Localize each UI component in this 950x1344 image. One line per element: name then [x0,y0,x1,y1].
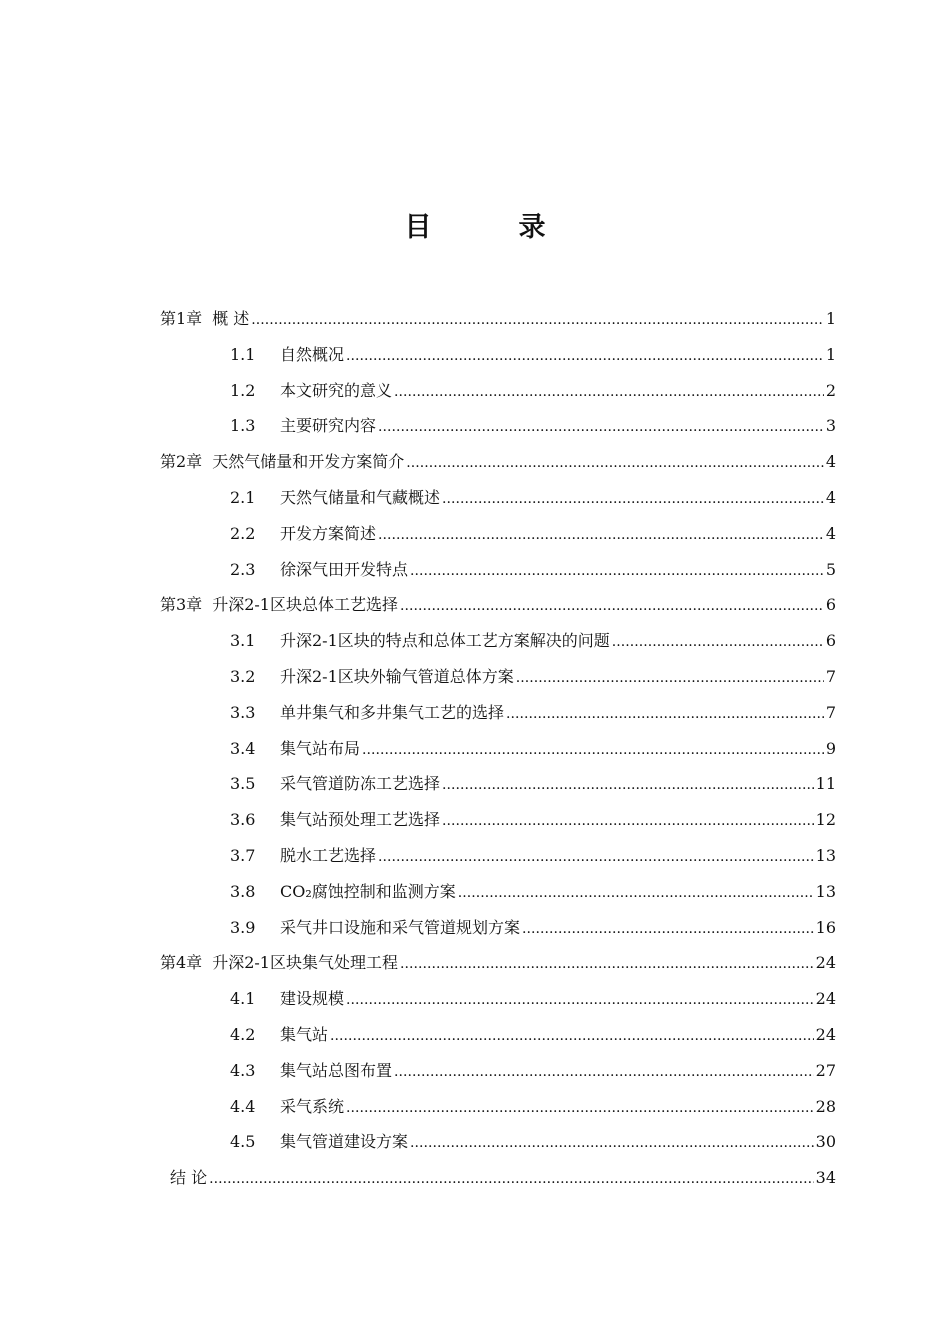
toc-label: 天然气储量和气藏概述 [280,487,441,507]
toc-page: 4 [825,452,836,472]
toc-page: 28 [815,1096,836,1116]
toc-label: 集气站总图布置 [280,1060,393,1080]
toc-page: 1 [825,344,836,364]
toc-label: 单井集气和多井集气工艺的选择 [280,702,505,722]
toc-number: 第4章 [160,953,203,973]
toc-number: 1.3 [230,416,256,436]
toc-label: 采气管道防冻工艺选择 [280,774,441,794]
dot-leader [251,306,824,333]
toc-label: 主要研究内容 [280,416,377,436]
toc-entry[interactable] [160,557,836,593]
toc-entry[interactable] [160,843,836,879]
dot-leader [522,915,814,942]
toc-number: 2.1 [230,487,256,507]
toc-number: 1.1 [230,344,256,364]
toc-entry[interactable] [160,1129,836,1165]
toc-label: 结 论 [170,1168,208,1188]
dot-leader [406,449,824,476]
dot-leader [410,1129,814,1156]
toc-number: 4.2 [230,1024,256,1044]
toc-page: 13 [815,845,836,865]
toc-label: 本文研究的意义 [280,380,393,400]
toc-label: 采气井口设施和采气管道规划方案 [280,917,521,937]
toc-label: 升深2-1区块总体工艺选择 [212,595,398,615]
toc-label: 自然概况 [280,344,345,364]
dot-leader [346,986,814,1013]
toc-entry[interactable] [160,736,836,772]
toc-number: 第2章 [160,452,203,472]
toc-number: 3.3 [230,702,256,722]
toc-number: 2.2 [230,523,256,543]
dot-leader [516,664,824,691]
toc-label: 升深2-1区块集气处理工程 [212,953,398,973]
dot-leader [506,700,824,727]
toc-page: 2 [825,380,836,400]
toc-number: 3.7 [230,845,256,865]
toc-label: 集气站布局 [280,738,361,758]
toc-label: 集气站 [280,1024,329,1044]
dot-leader [410,557,824,584]
toc-page: 6 [825,631,836,651]
toc-label: 升深2-1区块的特点和总体工艺方案解决的问题 [280,631,610,651]
toc-entry[interactable] [160,628,836,664]
toc-page: 12 [815,810,836,830]
toc-page: 16 [815,917,836,937]
toc-label: 采气系统 [280,1096,345,1116]
toc-entry[interactable] [160,592,836,628]
toc-entry[interactable] [160,449,836,485]
toc-entry[interactable] [160,700,836,736]
toc-entry[interactable] [160,413,836,449]
toc-label: 徐深气田开发特点 [280,559,409,579]
dot-leader [394,378,824,405]
toc-page: 30 [815,1132,836,1152]
toc-page: 24 [815,953,836,973]
dot-leader [362,736,824,763]
toc-entry[interactable] [160,485,836,521]
toc-label: 建设规模 [280,989,345,1009]
toc-number: 4.3 [230,1060,256,1080]
toc-page: 4 [825,487,836,507]
toc-page: 13 [815,881,836,901]
dot-leader [400,592,824,619]
toc-entry[interactable] [160,1022,836,1058]
toc-label: 概 述 [212,309,250,328]
dot-leader [400,950,814,977]
toc-page: 27 [815,1060,836,1080]
toc-entry[interactable] [160,342,836,378]
toc-entry[interactable] [160,1094,836,1130]
toc-number: 第1章 [160,309,203,328]
toc-number: 4.4 [230,1096,256,1116]
toc-entry[interactable] [160,664,836,700]
toc-page: 11 [815,774,836,794]
dot-leader [330,1022,814,1049]
toc-label: 升深2-1区块外输气管道总体方案 [280,666,514,686]
dot-leader [209,1165,814,1192]
toc-label: 开发方案简述 [280,523,377,543]
toc-entry[interactable] [160,986,836,1022]
toc-entry[interactable] [160,306,836,342]
table-of-contents [160,306,836,1201]
dot-leader [458,879,814,906]
toc-number: 3.2 [230,666,256,686]
toc-entry-conclusion[interactable] [160,1165,836,1201]
toc-entry[interactable] [160,807,836,843]
toc-entry[interactable] [160,1058,836,1094]
toc-entry[interactable] [160,521,836,557]
toc-entry[interactable] [160,915,836,951]
toc-page: 7 [825,666,836,686]
toc-number: 1.2 [230,380,256,400]
toc-page: 3 [825,416,836,436]
toc-number: 3.5 [230,774,256,794]
toc-label: CO₂腐蚀控制和监测方案 [280,881,456,901]
page-title: 目 录 [404,212,576,243]
toc-label: 脱水工艺选择 [280,845,377,865]
dot-leader [346,1094,814,1121]
toc-number: 4.5 [230,1132,256,1152]
toc-page: 4 [825,523,836,543]
toc-entry[interactable] [160,771,836,807]
toc-entry[interactable] [160,378,836,414]
toc-page: 1 [825,309,836,328]
toc-number: 第3章 [160,595,203,615]
dot-leader [442,771,814,798]
dot-leader [378,843,814,870]
toc-entry[interactable] [160,950,836,986]
dot-leader [442,807,814,834]
toc-number: 3.1 [230,631,256,651]
toc-page: 6 [825,595,836,615]
toc-number: 3.4 [230,738,256,758]
toc-number: 3.6 [230,810,256,830]
dot-leader [442,485,824,512]
toc-label: 集气管道建设方案 [280,1132,409,1152]
toc-page: 9 [825,738,836,758]
dot-leader [612,628,824,655]
toc-number: 3.8 [230,881,256,901]
dot-leader [346,342,824,369]
toc-entry[interactable] [160,879,836,915]
dot-leader [378,413,824,440]
toc-number: 3.9 [230,917,256,937]
toc-page: 34 [815,1168,836,1188]
toc-page: 7 [825,702,836,722]
toc-page: 5 [825,559,836,579]
toc-page: 24 [815,989,836,1009]
toc-number: 4.1 [230,989,256,1009]
toc-page: 24 [815,1024,836,1044]
toc-label: 天然气储量和开发方案简介 [212,452,405,472]
dot-leader [378,521,824,548]
dot-leader [394,1058,814,1085]
toc-number: 2.3 [230,559,256,579]
toc-label: 集气站预处理工艺选择 [280,810,441,830]
